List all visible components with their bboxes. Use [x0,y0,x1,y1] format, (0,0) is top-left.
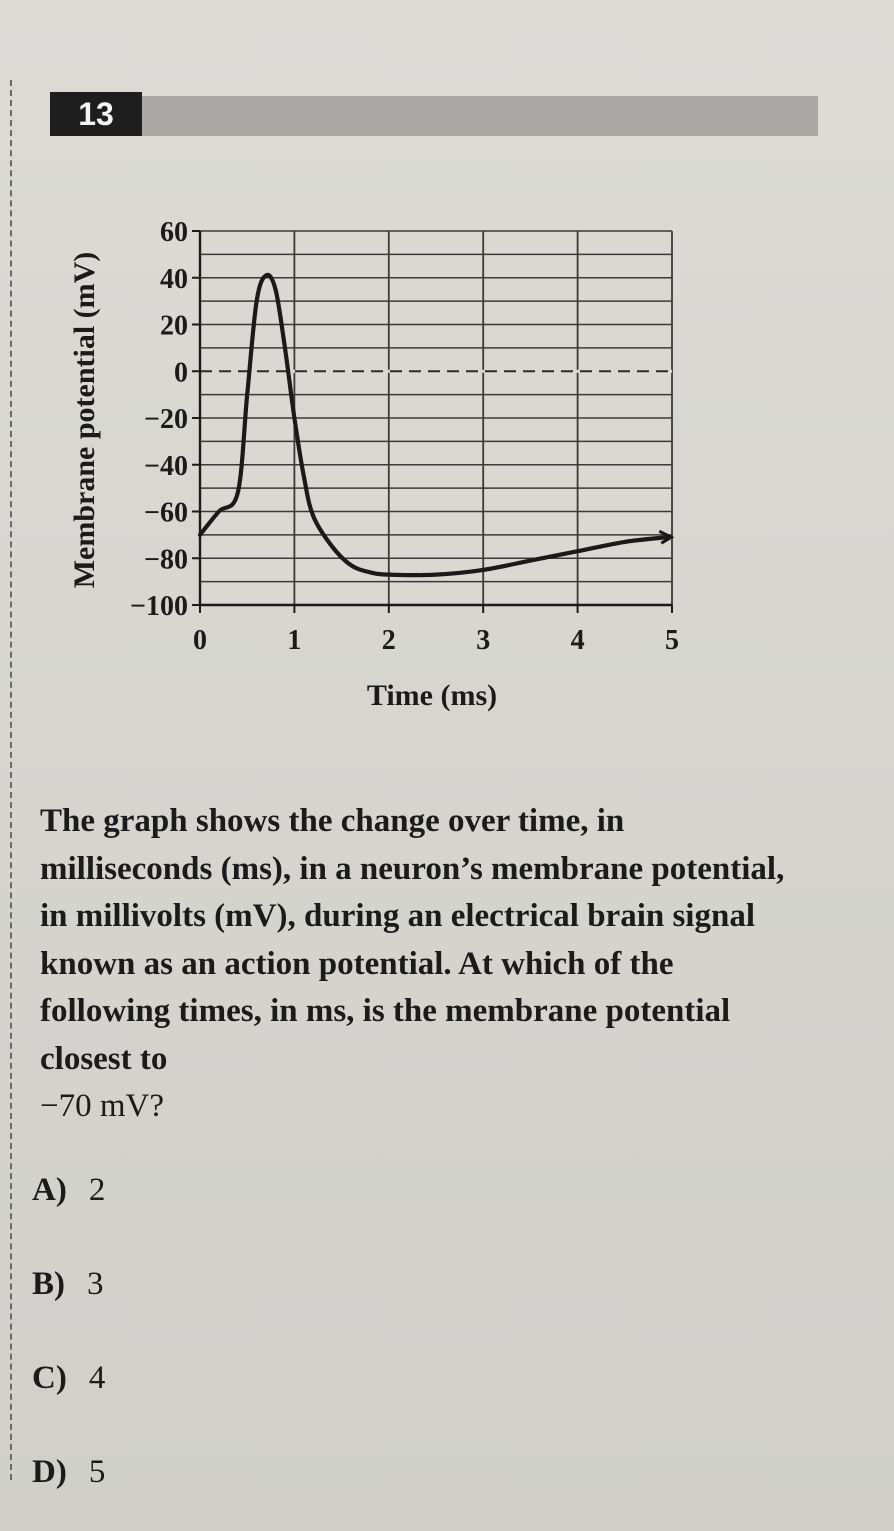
question-number: 13 [50,92,142,136]
choice-letter: B) [32,1266,65,1302]
choice-a[interactable] [32,1168,105,1212]
choice-c[interactable] [32,1356,105,1400]
question-text [40,798,800,1131]
choice-value: 2 [88,1172,106,1208]
y-tick-label: −80 [144,544,188,576]
membrane-potential-chart [60,205,740,725]
x-tick-label: 3 [476,625,491,656]
y-axis-label: Membrane potential (mV) [68,251,101,589]
y-tick-label: 20 [160,310,188,342]
y-tick-label: −60 [144,497,188,529]
choice-letter: C) [32,1360,67,1396]
dashed-margin-rule [10,80,12,1480]
question-header-bar [142,96,818,136]
y-tick-label: 0 [174,357,188,389]
y-tick-label: 40 [160,263,188,295]
choice-value: 3 [87,1266,104,1302]
y-tick-label: −100 [130,591,188,622]
x-tick-label: 5 [665,625,679,656]
choice-letter: D) [32,1454,67,1490]
choice-letter: A) [32,1172,67,1208]
y-tick-label: −20 [144,404,188,435]
x-tick-label: 2 [381,625,396,656]
choice-value: 5 [88,1454,106,1490]
x-tick-label: 1 [287,625,302,656]
choice-d[interactable] [32,1450,105,1494]
x-tick-label: 0 [193,625,207,656]
x-axis-label: Time (ms) [366,679,498,712]
y-tick-label: −40 [144,450,188,482]
question-stem: The graph shows the change over time, in milliseconds (ms), in a neuron’s membrane potential, in millivolts (mV), during an electrical brain signal known as an action potential. At which of the following times, in ms, is the membrane potential closest to [40,803,785,1077]
question-target-value: −70 mV? [40,1088,165,1124]
chart-grid [200,231,672,605]
question-header [50,92,818,136]
y-tick-label: 60 [160,217,188,248]
x-tick-label: 4 [570,625,585,656]
choice-b[interactable] [32,1262,104,1306]
choice-value: 4 [88,1360,106,1396]
